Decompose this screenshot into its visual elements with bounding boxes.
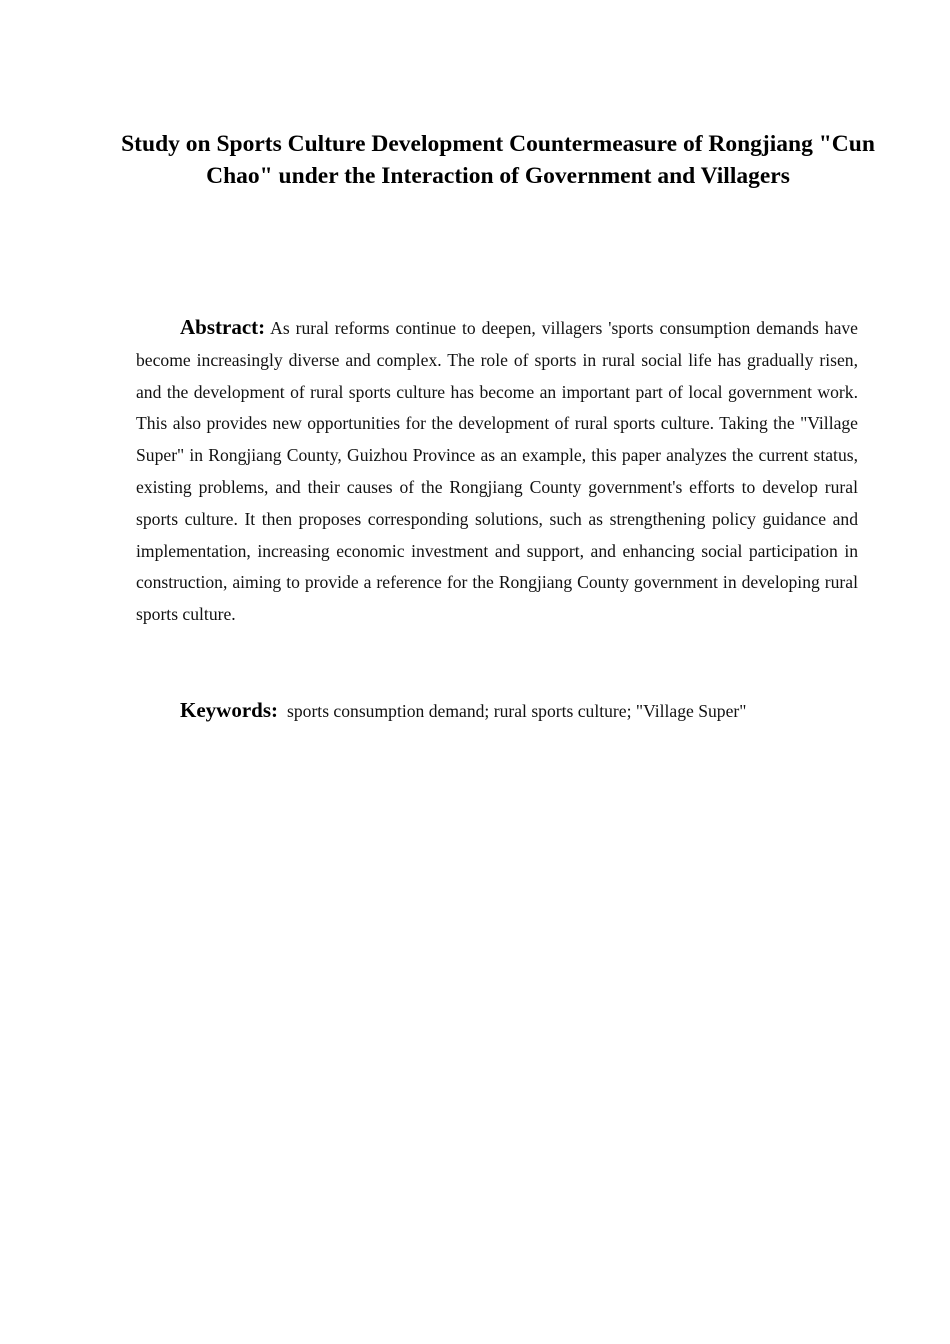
keywords-line [136, 694, 858, 727]
keywords-text: sports consumption demand; rural sports culture; "Village Super" [287, 701, 747, 721]
paper-title: Study on Sports Culture Development Countermeasure of Rongjiang "Cun Chao" under the Interaction of Government and Villagers [121, 131, 875, 189]
keywords-label: Keywords: [180, 698, 278, 722]
abstract-text: As rural reforms continue to deepen, villagers 'sports consumption demands have become increasingly diverse and complex. The role of sports in rural social life has gradually risen, and the development of rural sports culture has become an important part of local government work. This also provides new opportunities for the development of rural sports culture. Taking the "Village Super" in Rongjiang County, Guizhou Province as an example, this paper analyzes the current status, existing problems, and their causes of the Rongjiang County government's efforts to develop rural sports culture. It then proposes corresponding solutions, such as strengthening policy guidance and implementation, increasing economic investment and support, and enhancing social participation in construction, aiming to provide a reference for the Rongjiang County government in developing rural sports culture. [136, 318, 858, 625]
abstract-label: Abstract: [180, 315, 266, 339]
abstract-paragraph [136, 312, 858, 631]
